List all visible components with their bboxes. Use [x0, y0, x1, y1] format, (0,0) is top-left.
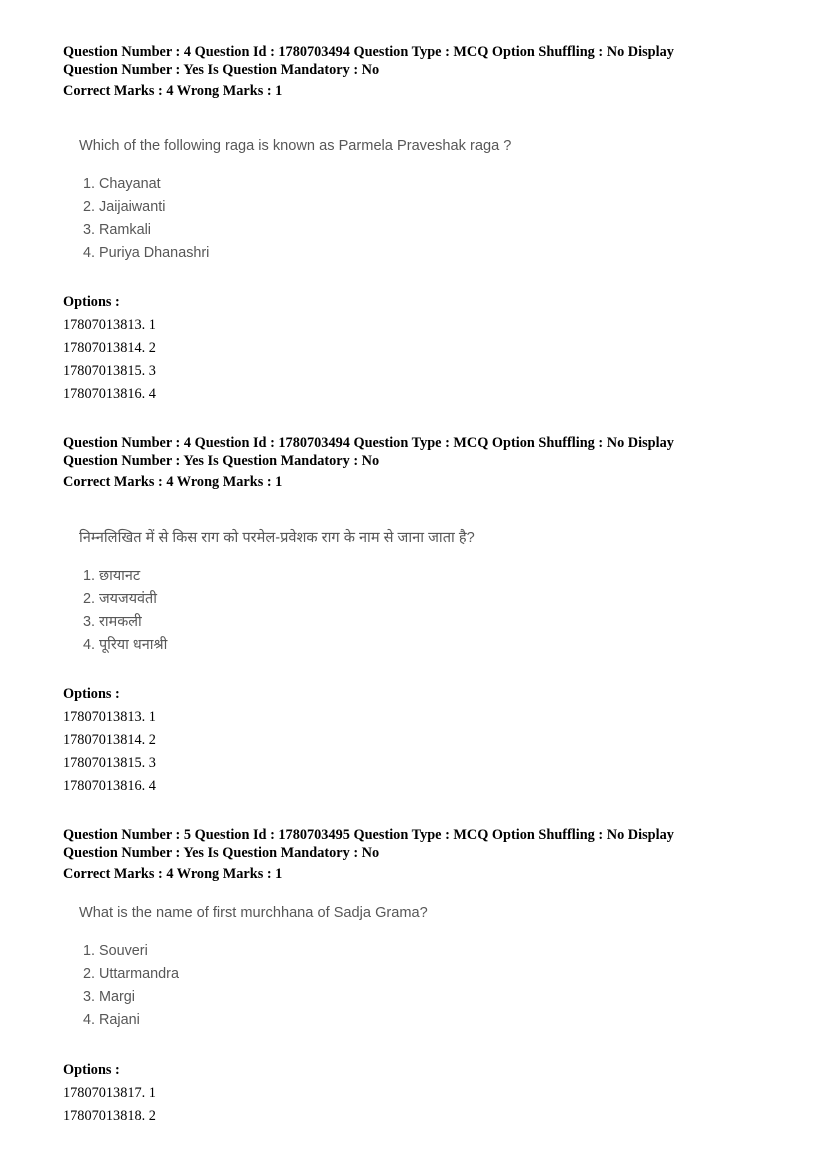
answer-choice: 2. जयजयवंती [83, 591, 157, 607]
option-id: 17807013818. 2 [63, 1108, 156, 1124]
question-header-line: Question Number : Yes Is Question Mandatory : No [63, 62, 380, 78]
marks-line: Correct Marks : 4 Wrong Marks : 1 [63, 474, 283, 490]
answer-choice: 3. Margi [83, 989, 135, 1005]
question-header-line: Question Number : Yes Is Question Mandatory : No [63, 845, 380, 861]
answer-choice: 4. Rajani [83, 1012, 140, 1028]
option-id: 17807013815. 3 [63, 363, 156, 379]
options-label: Options : [63, 1062, 120, 1078]
answer-choice: 1. Chayanat [83, 176, 161, 192]
question-header-line: Question Number : 4 Question Id : 1780703494 Question Type : MCQ Option Shuffling : No Display [63, 435, 674, 451]
answer-choice: 3. रामकली [83, 614, 142, 630]
question-header-line: Question Number : 5 Question Id : 1780703495 Question Type : MCQ Option Shuffling : No Display [63, 827, 674, 843]
question-header-line: Question Number : Yes Is Question Mandatory : No [63, 453, 380, 469]
question-header-line: Question Number : 4 Question Id : 1780703494 Question Type : MCQ Option Shuffling : No Display [63, 44, 674, 60]
option-id: 17807013813. 1 [63, 317, 156, 333]
question-text: Which of the following raga is known as Parmela Praveshak raga ? [79, 138, 512, 154]
option-id: 17807013814. 2 [63, 732, 156, 748]
answer-choice: 2. Uttarmandra [83, 966, 179, 982]
option-id: 17807013816. 4 [63, 386, 156, 402]
answer-choice: 2. Jaijaiwanti [83, 199, 166, 215]
marks-line: Correct Marks : 4 Wrong Marks : 1 [63, 83, 283, 99]
marks-line: Correct Marks : 4 Wrong Marks : 1 [63, 866, 283, 882]
option-id: 17807013816. 4 [63, 778, 156, 794]
option-id: 17807013817. 1 [63, 1085, 156, 1101]
question-text: निम्नलिखित में से किस राग को परमेल-प्रवेशक राग के नाम से जाना जाता है? [79, 530, 475, 546]
answer-choice: 4. Puriya Dhanashri [83, 245, 210, 261]
options-label: Options : [63, 294, 120, 310]
option-id: 17807013814. 2 [63, 340, 156, 356]
option-id: 17807013813. 1 [63, 709, 156, 725]
question-text: What is the name of first murchhana of Sadja Grama? [79, 905, 428, 921]
answer-choice: 4. पूरिया धनाश्री [83, 637, 168, 653]
answer-choice: 1. छायानट [83, 568, 141, 584]
option-id: 17807013815. 3 [63, 755, 156, 771]
answer-choice: 3. Ramkali [83, 222, 151, 238]
answer-choice: 1. Souveri [83, 943, 148, 959]
options-label: Options : [63, 686, 120, 702]
